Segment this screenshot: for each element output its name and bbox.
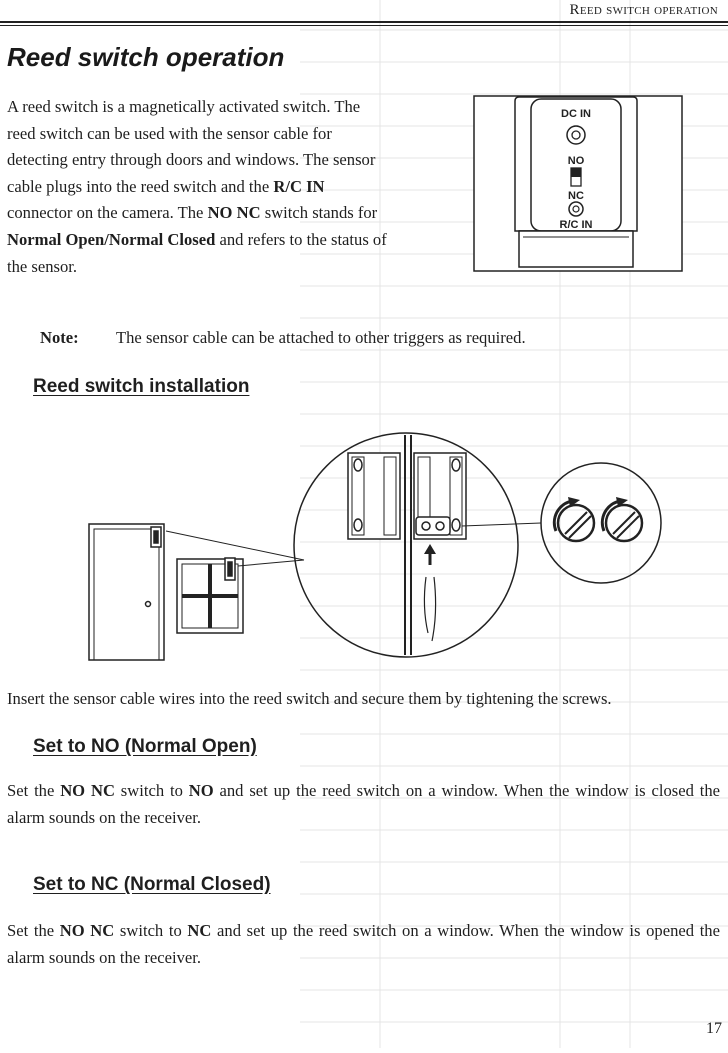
text-run: connector on the camera. The	[7, 203, 208, 223]
dc-in-label: DC IN	[561, 108, 591, 120]
installation-instruction: Insert the sensor cable wires into the reed switch and secure them by tightening the screws.	[7, 689, 612, 708]
note-text: The sensor cable can be attached to other triggers as required.	[116, 328, 526, 347]
page-title: Reed switch operation	[7, 42, 285, 72]
text-run: switch stands for	[260, 203, 378, 223]
bold-text: NC	[187, 921, 212, 940]
wire-terminal	[416, 517, 450, 535]
text-run: and refers to the status of the sensor.	[7, 229, 387, 276]
bold-text: Normal Open/Normal Closed	[7, 229, 216, 249]
header-rule-thin	[0, 25, 728, 26]
text-run: and set up the reed switch on a window. When the window is opened the alarm sounds on the receiver.	[7, 921, 720, 967]
set-no-heading: Set to NO (Normal Open)	[33, 736, 257, 757]
text-run: and set up the reed switch on a window. When the window is closed the alarm sounds on the receiver.	[7, 781, 720, 827]
nc-label: NC	[568, 190, 584, 202]
text-run: Set the	[7, 921, 60, 940]
rc-in-label: R/C IN	[559, 219, 593, 231]
no-label: NO	[567, 155, 585, 167]
note	[40, 328, 526, 348]
bold-text: NO NC	[60, 781, 115, 800]
set-nc-heading: Set to NC (Normal Closed)	[33, 874, 271, 895]
text-run: switch to	[114, 921, 188, 940]
insert-arrow-icon	[424, 544, 436, 554]
connector-figure	[473, 95, 683, 272]
text-run: switch to	[114, 781, 189, 800]
note-label: Note:	[40, 328, 79, 347]
bold-text: NO NC	[59, 921, 115, 940]
bold-text: NO	[188, 781, 214, 800]
intro-paragraph	[7, 94, 392, 280]
text-run: A reed switch is a magnetically activated switch. The reed switch can be used with the sensor cable for detecting entry through doors and windows. The sensor cable plugs into the reed switch and the	[7, 97, 376, 196]
set-no-paragraph	[7, 778, 720, 831]
bold-text: R/C IN	[273, 176, 325, 196]
set-nc-paragraph	[7, 918, 720, 971]
running-header	[0, 0, 728, 22]
installation-figure	[86, 427, 664, 665]
header-rule	[0, 21, 728, 23]
text-run: Set the	[7, 781, 61, 800]
bold-text: NO NC	[207, 203, 261, 223]
running-title: Reed switch operation	[569, 2, 718, 18]
page-number: 17	[706, 1020, 722, 1037]
installation-heading: Reed switch installation	[33, 376, 250, 397]
magnet-block	[348, 453, 400, 539]
